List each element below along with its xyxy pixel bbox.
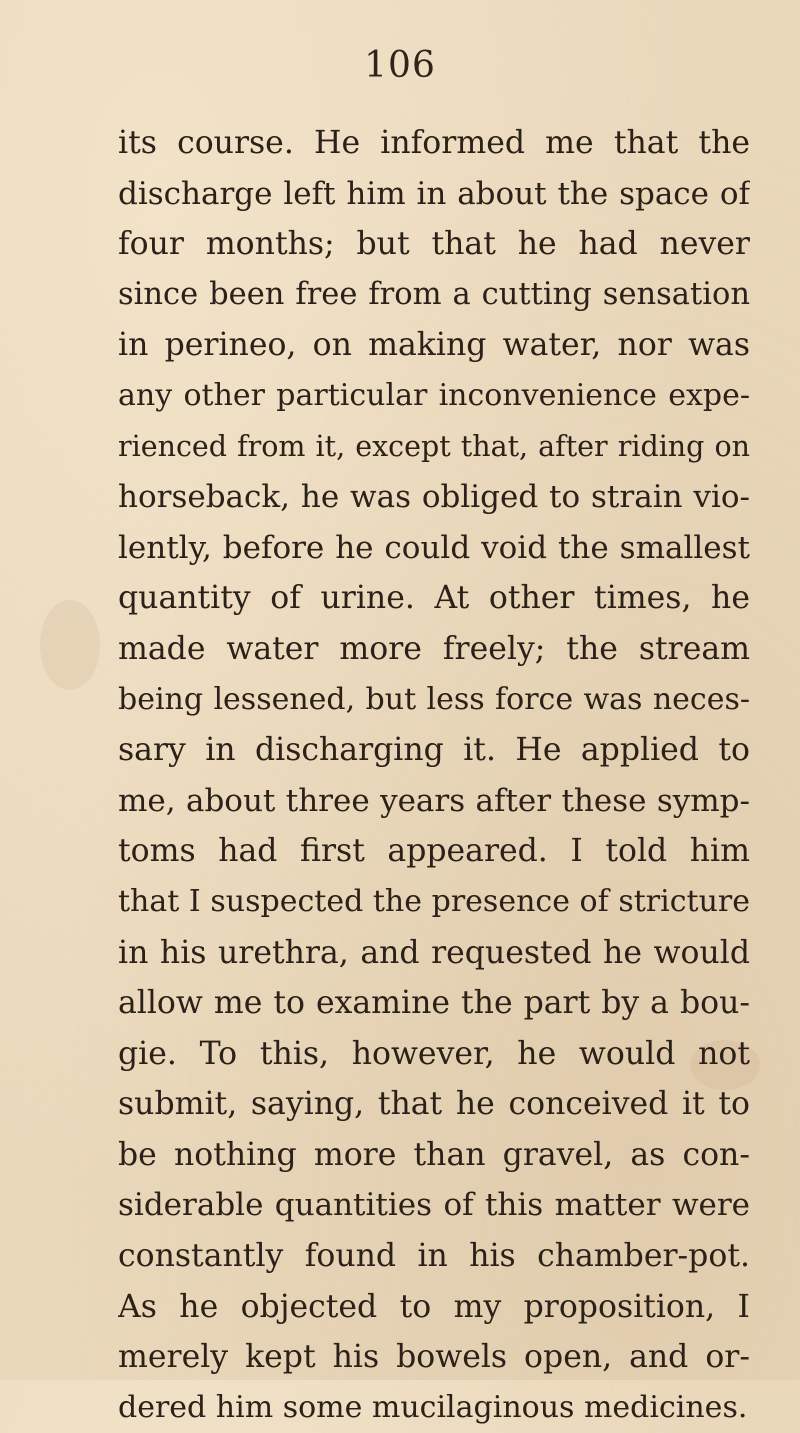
text-line: allow me to examine the part by a bou- bbox=[118, 985, 750, 1022]
text-line: quantity of urine. At other times, he bbox=[118, 580, 750, 617]
text-line: sary in discharging it. He applied to bbox=[118, 732, 750, 769]
page-number: 106 bbox=[364, 45, 436, 86]
body-text bbox=[118, 118, 750, 1433]
text-line: four months; but that he had never bbox=[118, 226, 750, 263]
text-line: in his urethra, and requested he would bbox=[118, 934, 750, 971]
text-line: As he objected to my proposition, I bbox=[118, 1288, 750, 1325]
text-line: dered him some mucilaginous medicines. bbox=[118, 1389, 748, 1425]
text-line: siderable quantities of this matter were bbox=[118, 1187, 750, 1224]
text-line: being lessened, but less force was neces- bbox=[118, 681, 750, 717]
text-line: constantly found in his chamber-pot. bbox=[118, 1238, 750, 1275]
text-line: lently, before he could void the smallest bbox=[118, 529, 750, 566]
text-line: made water more freely; the stream bbox=[118, 630, 750, 667]
text-line: be nothing more than gravel, as con- bbox=[118, 1136, 750, 1173]
text-line: its course. He informed me that the bbox=[118, 125, 750, 161]
text-line: merely kept his bowels open, and or- bbox=[118, 1339, 750, 1376]
text-line: in perineo, on making water, nor was bbox=[118, 327, 750, 364]
text-line: rienced from it, except that, after riding on bbox=[118, 429, 750, 463]
text-line: any other particular inconvenience expe- bbox=[118, 377, 750, 413]
text-line: submit, saying, that he conceived it to bbox=[118, 1086, 750, 1123]
text-line: me, about three years after these symp- bbox=[118, 782, 750, 819]
text-line: gie. To this, however, he would not bbox=[118, 1035, 750, 1072]
text-line: discharge left him in about the space of bbox=[118, 175, 750, 212]
paper-stain bbox=[40, 600, 100, 690]
text-line: toms had first appeared. I told him bbox=[118, 833, 750, 870]
text-line: since been free from a cutting sensation bbox=[118, 276, 750, 312]
text-line: horseback, he was obliged to strain vio- bbox=[118, 479, 750, 516]
text-line: that I suspected the presence of stricture bbox=[118, 883, 750, 919]
